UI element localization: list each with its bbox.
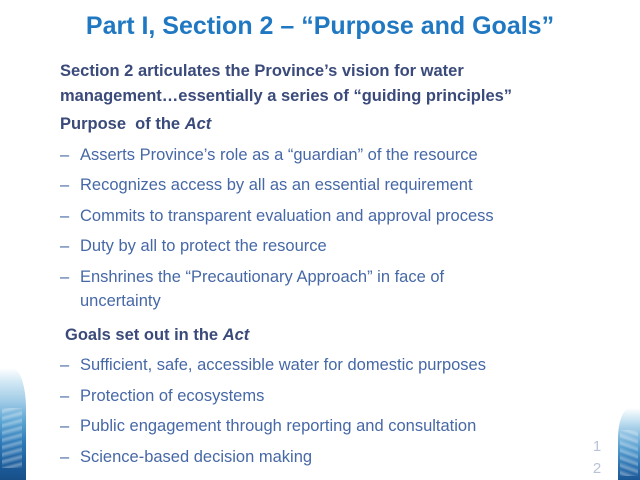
dash-bullet: –: [60, 237, 70, 255]
list-item: [60, 445, 600, 469]
list-item-text: Duty by all to protect the resource: [80, 237, 327, 255]
goals-heading-emphasis: Act: [222, 325, 250, 344]
dash-bullet: –: [60, 206, 70, 225]
page-number-line-1: 1: [592, 438, 602, 455]
list-item-text: Sufficient, safe, accessible water for domestic purposes: [80, 356, 486, 374]
dash-bullet: –: [60, 417, 70, 435]
page-number-line-2: 2: [592, 460, 602, 477]
dash-bullet: –: [60, 267, 70, 286]
list-item-text-line-2: uncertainty: [80, 291, 161, 310]
slide-content: [60, 59, 600, 469]
purpose-list: [60, 143, 600, 313]
list-item-text: Commits to transparent evaluation and approval process: [80, 206, 494, 225]
dash-bullet: –: [60, 145, 70, 164]
intro-line-2: management…essentially a series of “guiding principles”: [60, 87, 513, 105]
list-item-text: Science-based decision making: [80, 447, 313, 466]
page-number: [591, 436, 603, 480]
list-item: [60, 143, 600, 167]
water-splash-decoration-left: [0, 368, 26, 480]
list-item-text-line-1: Enshrines the “Precautionary Approach” in face of: [80, 267, 445, 286]
list-item: [60, 353, 600, 377]
goals-list: [60, 353, 600, 469]
list-item: [60, 265, 600, 313]
list-item: [60, 234, 600, 258]
goals-heading-prefix: Goals set out in the: [65, 325, 223, 344]
dash-bullet: –: [60, 447, 70, 466]
list-item: [60, 173, 600, 197]
intro-text: [60, 59, 600, 109]
list-item: [60, 414, 600, 438]
water-splash-decoration-right: [618, 408, 640, 480]
slide-title: Part I, Section 2 – “Purpose and Goals”: [85, 12, 555, 40]
list-item-text: Public engagement through reporting and consultation: [80, 417, 477, 435]
purpose-heading-emphasis: Act: [184, 115, 212, 133]
list-item-text: Recognizes access by all as an essential requirement: [80, 176, 473, 194]
list-item-text: Protection of ecosystems: [80, 386, 265, 405]
intro-line-1: Section 2 articulates the Province’s vision for water: [60, 62, 464, 80]
goals-heading: [60, 323, 600, 347]
purpose-heading-prefix: Purpose of the: [60, 115, 185, 133]
dash-bullet: –: [60, 176, 70, 194]
purpose-heading: [60, 112, 600, 136]
dash-bullet: –: [60, 386, 70, 405]
list-item: [60, 384, 600, 408]
dash-bullet: –: [60, 356, 70, 374]
list-item: [60, 204, 600, 228]
list-item-text: Asserts Province’s role as a “guardian” of the resource: [80, 145, 478, 164]
